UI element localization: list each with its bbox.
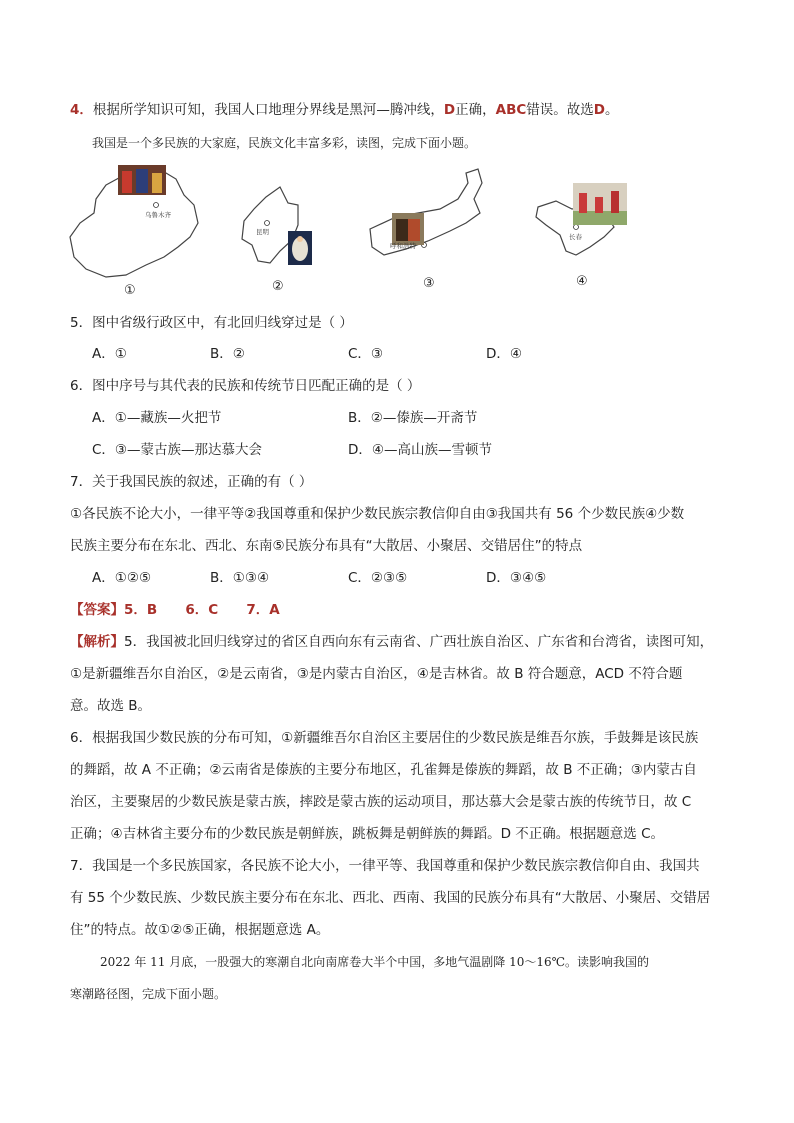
city-name-changchun: 长春 bbox=[569, 233, 582, 241]
q7-stem: 7．关于我国民族的叙述，正确的有（ ） bbox=[70, 474, 313, 490]
city-marker-changchun bbox=[574, 225, 579, 230]
q6-option-b[interactable]: B．②—傣族—开斋节 bbox=[348, 410, 478, 426]
analysis-7-line3: 住”的特点。故①②⑤正确，根据题意选 A。 bbox=[70, 922, 330, 938]
q5-option-b[interactable]: B．② bbox=[210, 346, 245, 362]
analysis-7-line1: 7．我国是一个多民族国家，各民族不论大小，一律平等、我国尊重和保护少数民族宗教信仰自由、我国共 bbox=[70, 858, 700, 874]
q5-option-a[interactable]: A．① bbox=[92, 346, 127, 362]
answer-tag: 【答案】 bbox=[70, 602, 124, 618]
analysis-6-line2: 的舞蹈，故 A 不正确；②云南省是傣族的主要分布地区，孔雀舞是傣族的舞蹈，故 B 不正确；③内蒙古自 bbox=[70, 762, 697, 778]
city-marker-kunming bbox=[265, 221, 270, 226]
photo-dai-peacock-dance bbox=[288, 231, 312, 265]
city-name-hohhot: 呼和浩特 bbox=[390, 242, 416, 250]
q5-option-d[interactable]: D．④ bbox=[486, 346, 522, 362]
map-label-4: ④ bbox=[576, 274, 588, 289]
analysis-5-line3: 意。故选 B。 bbox=[70, 698, 152, 714]
province-maps-figure bbox=[66, 165, 646, 300]
q7-statement-line2: 民族主要分布在东北、西北、东南⑤民族分布具有“大散居、小聚居、交错居住”的特点 bbox=[70, 538, 583, 554]
q4-end: 。 bbox=[605, 102, 619, 118]
q6-stem: 6．图中序号与其代表的民族和传统节日匹配正确的是（ ） bbox=[70, 378, 421, 394]
answer-line bbox=[70, 600, 730, 620]
analysis-5-line1: 5．我国被北回归线穿过的省区自西向东有云南省、广西壮族自治区、广东省和台湾省，读图可知， bbox=[124, 634, 714, 650]
q6-option-d[interactable]: D．④—高山族—雪顿节 bbox=[348, 442, 492, 458]
q7-statement-line1: ①各民族不论大小，一律平等②我国尊重和保护少数民族宗教信仰自由③我国共有 56 个少数民族④少数 bbox=[70, 506, 685, 522]
photo-uyghur-dance bbox=[118, 165, 166, 195]
q7-option-c[interactable]: C．②③⑤ bbox=[348, 570, 408, 586]
photo-korean-seesaw-dance bbox=[573, 183, 627, 225]
q4-text-a: 根据所学知识可知，我国人口地理分界线是黑河—腾冲线， bbox=[92, 102, 444, 118]
q4-explanation bbox=[70, 100, 730, 120]
analysis-6-line3: 治区，主要聚居的少数民族是蒙古族，摔跤是蒙古族的运动项目，那达慕大会是蒙古族的传统节日，故 C bbox=[70, 794, 692, 810]
q7-option-b[interactable]: B．①③④ bbox=[210, 570, 270, 586]
analysis-6-line1: 6．根据我国少数民族的分布可知，①新疆维吾尔自治区主要居住的少数民族是维吾尔族，手鼓舞是该民族 bbox=[70, 730, 699, 746]
q5-option-c[interactable]: C．③ bbox=[348, 346, 384, 362]
q7-option-d[interactable]: D．③④⑤ bbox=[486, 570, 547, 586]
analysis-7-line2: 有 55 个少数民族、少数民族主要分布在东北、西北、西南、我国的民族分布具有“大散居、小聚居、交错居 bbox=[70, 890, 711, 906]
analysis-line-1 bbox=[70, 632, 730, 652]
q4-d2: D bbox=[593, 102, 605, 118]
map-label-1: ① bbox=[124, 283, 136, 298]
analysis-5-line2: ①是新疆维吾尔自治区，②是云南省，③是内蒙古自治区，④是吉林省。故 B 符合题意，ACD 不符合题 bbox=[70, 666, 683, 682]
intro-ethnic: 我国是一个多民族的大家庭，民族文化丰富多彩，读图，完成下面小题。 bbox=[92, 136, 477, 150]
map-label-2: ② bbox=[272, 279, 284, 294]
city-marker-urumqi bbox=[154, 203, 159, 208]
city-name-urumqi: 乌鲁木齐 bbox=[145, 211, 171, 219]
q6-option-a[interactable]: A．①—藏族—火把节 bbox=[92, 410, 222, 426]
city-name-kunming: 昆明 bbox=[256, 228, 269, 236]
answer-text: 5．B 6．C 7．A bbox=[124, 602, 280, 618]
map-label-3: ③ bbox=[423, 276, 435, 291]
analysis-tag: 【解析】 bbox=[70, 634, 124, 650]
intro-cold-wave-line2: 寒潮路径图，完成下面小题。 bbox=[70, 987, 227, 1001]
analysis-6-line4: 正确；④吉林省主要分布的少数民族是朝鲜族，跳板舞是朝鲜族的舞蹈。D 不正确。根据题意选 C。 bbox=[70, 826, 665, 842]
q7-option-a[interactable]: A．①②⑤ bbox=[92, 570, 152, 586]
q4-d: D bbox=[443, 102, 456, 118]
q5-stem: 5．图中省级行政区中，有北回归线穿过是（ ） bbox=[70, 315, 353, 331]
q4-text-c: 错误。故选 bbox=[526, 102, 594, 118]
q4-abc: ABC bbox=[495, 102, 527, 118]
q4-text-b: 正确， bbox=[455, 102, 496, 118]
q6-option-c[interactable]: C．③—蒙古族—那达慕大会 bbox=[92, 442, 263, 458]
intro-cold-wave-line1: 2022 年 11 月底，一股强大的寒潮自北向南席卷大半个中国，多地气温剧降 10～16℃。读影响我国的 bbox=[100, 955, 650, 969]
map-inner-mongolia-outline bbox=[370, 169, 482, 255]
q4-number: 4． bbox=[70, 102, 93, 118]
